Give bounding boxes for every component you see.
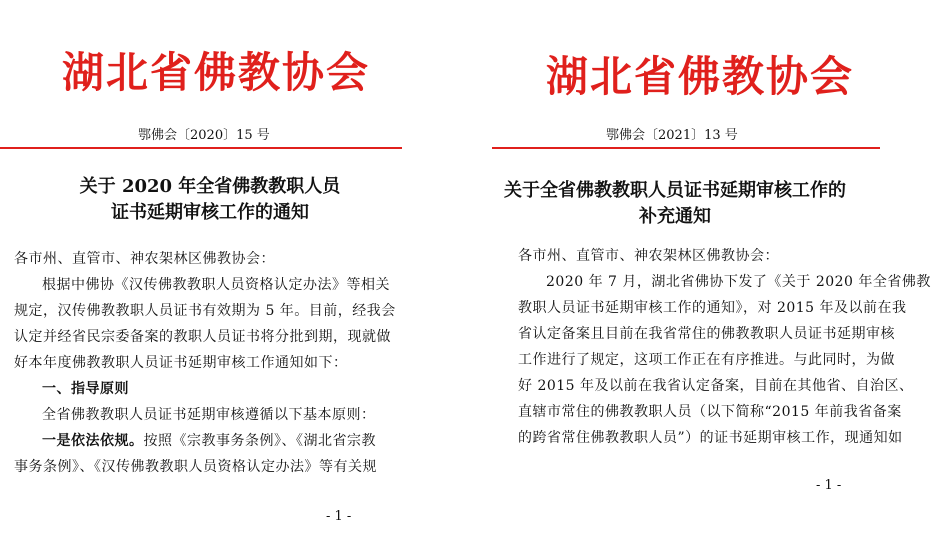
- paragraph-line: [14, 428, 406, 454]
- section-heading: 一、指导原则: [42, 381, 129, 397]
- paragraph-line: 全省佛教教职人员证书延期审核遵循以下基本原则：: [42, 407, 376, 423]
- org-title: 湖北省佛教协会: [546, 52, 855, 101]
- paragraph-line: 工作进行了规定，这项工作正在有序推进。与此同时，为做: [518, 352, 895, 368]
- principle-text: 按照《宗教事务条例》、《湖北省宗教: [143, 433, 376, 449]
- notice-title-line: 证书延期审核工作的通知: [111, 202, 309, 223]
- document-2020-notice: [0, 0, 420, 550]
- paragraph-line: 好本年度佛教教职人员证书延期审核工作通知如下：: [14, 355, 348, 371]
- addressee: 各市州、直管市、神农架林区佛教协会：: [518, 248, 779, 264]
- doc-number: 鄂佛会〔2021〕13 号: [606, 128, 738, 143]
- org-title: 湖北省佛教协会: [62, 48, 371, 97]
- principle-lead: 一是依法依规。: [42, 433, 144, 449]
- doc-number: 鄂佛会〔2020〕15 号: [138, 128, 270, 143]
- notice-title-line: 关于全省佛教教职人员证书延期审核工作的: [504, 180, 846, 201]
- paragraph-line: 认定并经省民宗委备案的教职人员证书将分批到期，现就做: [14, 329, 391, 345]
- notice-title-line: 关于 2020 年全省佛教教职人员: [79, 176, 341, 197]
- page-gutter: [420, 0, 470, 550]
- notice-title: [0, 174, 420, 226]
- red-divider: [0, 147, 402, 149]
- paragraph-line: 事务条例》、《汉传佛教教职人员资格认定办法》等有关规: [14, 459, 377, 475]
- addressee: 各市州、直管市、神农架林区佛教协会：: [14, 251, 275, 267]
- document-2021-supplementary-notice: [470, 0, 931, 550]
- paragraph-line: 教职人员证书延期审核工作的通知》，对 2015 年及以前在我: [518, 300, 907, 316]
- paragraph-line: 根据中佛协《汉传佛教教职人员资格认定办法》等相关: [42, 277, 390, 293]
- body-text: [518, 243, 931, 451]
- paragraph-line: 好 2015 年及以前在我省认定备案，目前在其他省、自治区、: [518, 378, 914, 394]
- page-number: - 1 -: [326, 509, 352, 524]
- notice-title-line: 补充通知: [639, 206, 711, 227]
- red-divider: [492, 147, 880, 149]
- paragraph-line: 的跨省常住佛教教职人员”）的证书延期审核工作，现通知如: [518, 430, 903, 446]
- paragraph-line: 规定，汉传佛教教职人员证书有效期为 5 年。目前，经我会: [14, 303, 396, 319]
- paragraph-line: 2020 年 7 月，湖北省佛协下发了《关于 2020 年全省佛教: [546, 274, 931, 290]
- notice-title: [470, 178, 880, 230]
- paragraph-line: 省认定备案且目前在我省常住的佛教教职人员证书延期审核: [518, 326, 895, 342]
- body-text: [14, 246, 406, 480]
- paragraph-line: 直辖市常住的佛教教职人员（以下简称“2015 年前我省备案: [518, 404, 902, 420]
- page-number: - 1 -: [816, 478, 842, 493]
